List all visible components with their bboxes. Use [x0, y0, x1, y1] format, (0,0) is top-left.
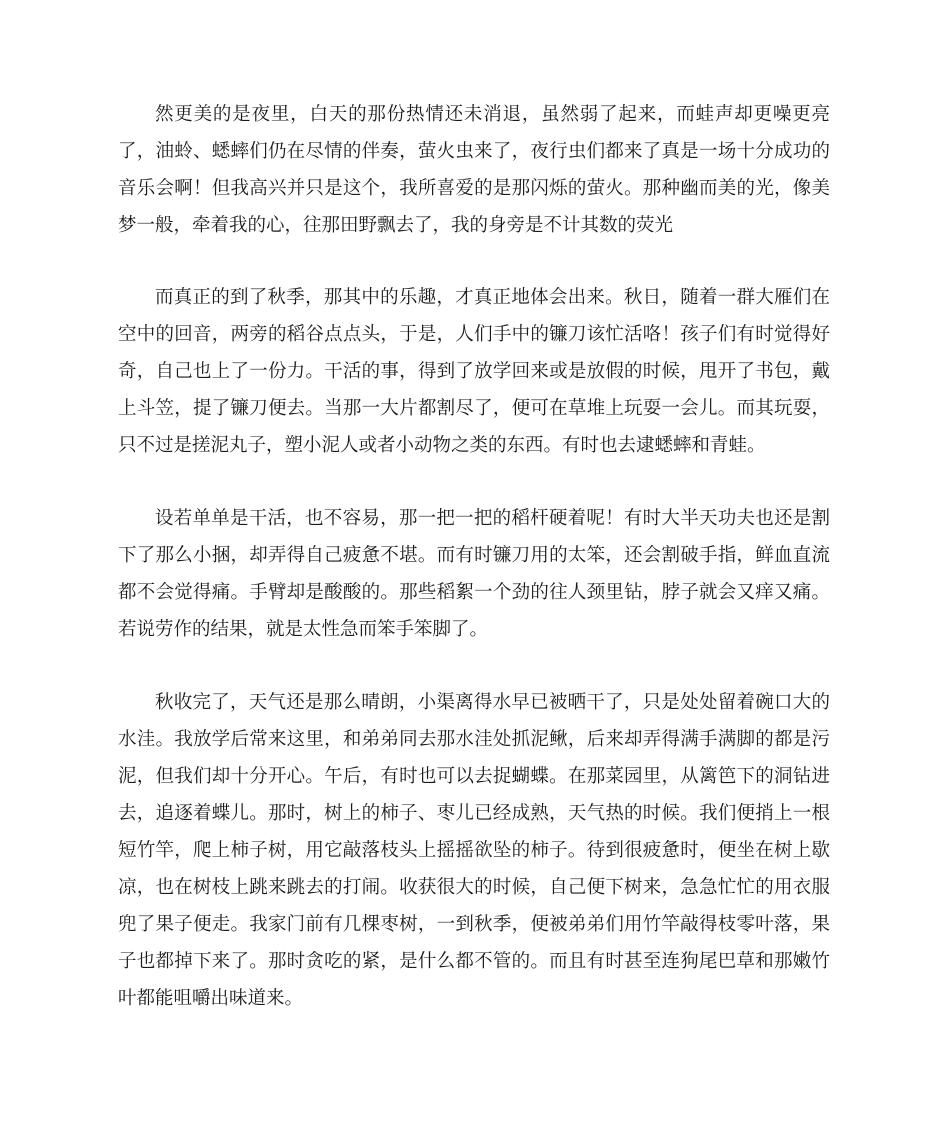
- paragraph-summer-night: 然更美的是夜里，白天的那份热情还未消退，虽然弱了起来，而蛙声却更噪更亮了，油蛉、蟋蟀们仍在尽情的伴奏，萤火虫来了，夜行虫们都来了真是一场十分成功的音乐会啊！但我高兴并只是这个，我所喜爱的是那闪烁的萤火。那种幽而美的光，像美梦一般，牵着我的心，往那田野飘去了，我的身旁是不计其数的荧光: [118, 104, 830, 236]
- paragraph-hard-work: 设若单单是干活，也不容易，那一把一把的稻杆硬着呢！有时大半天功夫也还是割下了那么小捆，却弄得自己疲惫不堪。而有时镰刀用的太笨，还会割破手指，鲜血直流都不会觉得痛。手臂却是酸酸的。那些稻絮一个劲的往人颈里钻，脖子就会又痒又痛。若说劳作的结果，就是太性急而笨手笨脚了。: [118, 508, 830, 640]
- paragraph-autumn-harvest: 而真正的到了秋季，那其中的乐趣，才真正地体会出来。秋日，随着一群大雁们在空中的回音，两旁的稻谷点点头，于是，人们手中的镰刀该忙活咯！孩子们有时觉得好奇，自己也上了一份力。干活的事，得到了放学回来或是放假的时候，甩开了书包，戴上斗笠，提了镰刀便去。当那一大片都割尽了，便可在草堆上玩耍一会儿。而其玩耍，只不过是搓泥丸子，塑小泥人或者小动物之类的东西。有时也去逮蟋蟀和青蛙。: [118, 287, 830, 456]
- paragraph-after-harvest: 秋收完了，天气还是那么晴朗，小渠离得水早已被晒干了，只是处处留着碗口大的水洼。我放学后常来这里，和弟弟同去那水洼处抓泥鳅，后来却弄得满手满脚的都是污泥，但我们却十分开心。午后，有时也可以去捉蝴蝶。在那菜园里，从篱笆下的洞钻进去，追逐着蝶儿。那时，树上的柿子、枣儿已经成熟，天气热的时候。我们便捎上一根短竹竿，爬上柿子树，用它敲落枝头上摇摇欲坠的柿子。待到很疲惫时，便坐在树上歇凉，也在树枝上跳来跳去的打闹。收获很大的时候，自己便下树来，急急忙忙的用衣服兜了果子便走。我家门前有几棵枣树，一到秋季，便被弟弟们用竹竿敲得枝零叶落，果子也都掉下来了。那时贪吃的紧，是什么都不管的。而且有时甚至连狗尾巴草和那嫩竹叶都能咀嚼出味道来。: [118, 692, 830, 1009]
